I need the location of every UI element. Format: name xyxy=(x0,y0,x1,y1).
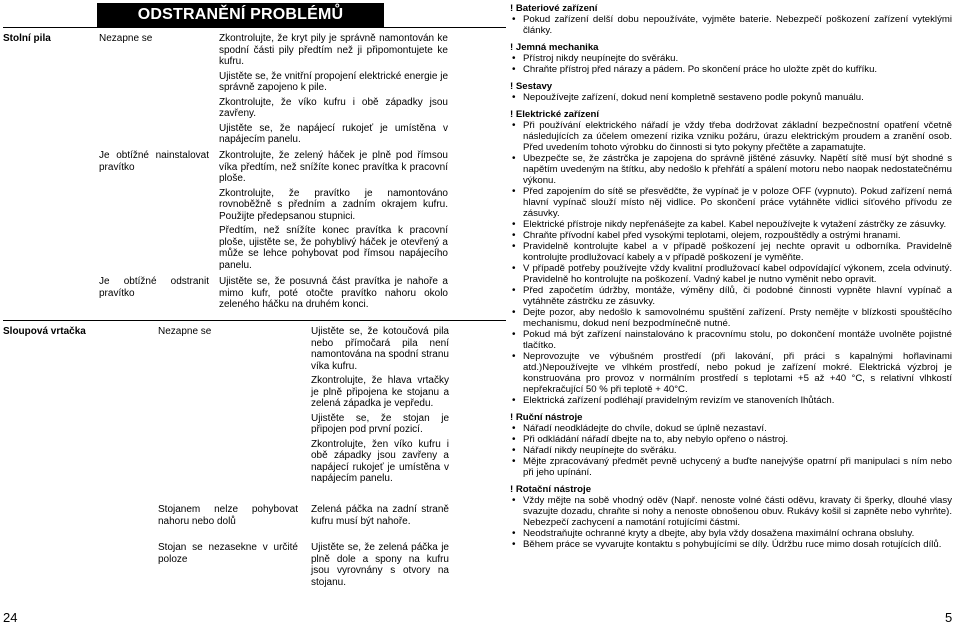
solution-cell xyxy=(311,504,449,530)
bullet-list xyxy=(510,14,952,36)
solution-text: Ujistěte se, že stojan je připojen pod první pozicí. xyxy=(311,412,449,435)
bullet-list xyxy=(510,92,952,103)
solution-text: Ujistěte se, že posuvná část pravítka je nahoře a mimo kufr, poté otočte pravítko nahoru okolo zeleného háčku na druhém konci. xyxy=(219,276,448,310)
list-item: • Chraňte přívodní kabel před vysokými teplotami, olejem, rozpouštědly a ostrými hranami. xyxy=(510,230,952,241)
list-item: • Elektrické přístroje nikdy nepřenášejte za kabel. Kabel nepoužívejte k vytažení zástrčky ze zásuvky. xyxy=(510,219,952,230)
list-item: • Vždy mějte na sobě vhodný oděv (Např. nenoste volné části oděvu, kravaty či šperky, dlouhé vlasy svazujte dozadu, chraňte si nohy a nenoste obnošenou obuv. Rukávy košil si zapněte nebo vyhrňte). Nebezpečí zachycení a namotání rotujícími částmi. xyxy=(510,495,952,528)
solution-text: Zkontrolujte, že víko kufru i obě západky jsou zavřeny. xyxy=(219,96,448,119)
solution-text: Zkontrolujte, žen víko kufru i obě západky jsou zavřeny a napájecí rukojeť je umístěna v napájecím panelu. xyxy=(311,438,449,484)
list-item: • Před zapojením do sítě se přesvědčte, že vypínač je v poloze OFF (vypnuto). Pokud zařízení nemá hlavní vypínač slouží místo něj vidlice. Po skončení práce vytáhněte vidlici síťového přívodu ze zásuvky. xyxy=(510,186,952,219)
page-title: ODSTRANĚNÍ PROBLÉMŮ xyxy=(97,3,384,27)
problem-label: Je obtížné odstranit pravítko xyxy=(99,276,209,299)
bullet-list xyxy=(510,120,952,406)
list-item: • Nářadí nikdy neupínejte do svěráku. xyxy=(510,445,952,456)
list-item: • Nářadí neodkládejte do chvíle, dokud se úplně nezastaví. xyxy=(510,423,952,434)
list-item: • Chraňte přístroj před nárazy a pádem. Po skončení práce ho uložte zpět do kufříku. xyxy=(510,64,952,75)
section-divider xyxy=(3,320,506,321)
bullet-list xyxy=(510,423,952,478)
section-rotary-tools xyxy=(510,484,952,550)
problem-label: Stojan se nezasekne v určité poloze xyxy=(158,542,298,565)
page-number-left: 24 xyxy=(3,610,18,625)
problem-label: Nezapne se xyxy=(99,33,153,44)
tool-name-drill: Sloupová vrtačka xyxy=(3,326,86,337)
list-item: • Elektrická zařízení podléhají pravidelným revizím ve stanoveních lhůtách. xyxy=(510,395,952,406)
section-electrical xyxy=(510,109,952,406)
solution-cell xyxy=(219,276,448,314)
bullet-list xyxy=(510,495,952,550)
page-number-right: 5 xyxy=(945,610,953,625)
section-fine-mechanics xyxy=(510,42,952,75)
problem-label: Stojanem nelze pohybovat nahoru nebo dolů xyxy=(158,504,298,527)
list-item: • Ubezpečte se, že zástrčka je zapojena do správně jištěné zásuvky. Napětí sítě musí být shodné s napětím uvedeným na štítku, aby nedošlo k přehřátí a spálení motoru nebo naopak nedostatečnému výkonu. xyxy=(510,153,952,186)
safety-instructions xyxy=(510,3,952,556)
list-item: • Nepoužívejte zařízení, dokud není kompletně sestaveno podle pokynů manuálu. xyxy=(510,92,952,103)
list-item: • Pravidelně kontrolujte kabel a v případě poškození jej nechte opravit u odborníka. Pravidelně kontrolujte prodlužovací kabely a v případě poškození je vyměňte. xyxy=(510,241,952,263)
section-battery xyxy=(510,3,952,36)
solution-text: Zkontrolujte, že kryt pily je správně namontován ke spodní části pily předtím než ji připomontujete ke kufru. xyxy=(219,33,448,67)
section-hand-tools xyxy=(510,412,952,478)
list-item: • V případě potřeby používejte vždy kvalitní prodlužovací kabel odpovídající výkonem, zcela odvinutý. Pravidelně ho kontrolujte na poškození. Vadný kabel je nutno vyměnit nebo opravit. xyxy=(510,263,952,285)
section-heading: ! Sestavy xyxy=(510,81,553,92)
list-item: • Při odkládání nářadí dbejte na to, aby nebylo opřeno o nástroj. xyxy=(510,434,952,445)
bullet-list xyxy=(510,53,952,75)
solution-cell xyxy=(311,326,449,488)
table-top-rule xyxy=(3,27,506,28)
solution-text: Zkontrolujte, že pravítko je namontováno rovnoběžně s předním a zadním okrajem kufru. Použijte předepsanou stupnici. xyxy=(219,187,448,222)
list-item: • Neodstraňujte ochranné kryty a dbejte, aby byla vždy dosažena maximální ochrana obsluhy. xyxy=(510,528,952,539)
solution-text: Ujistěte se, že zelená páčka je plně dole a spony na kufru jsou vyrovnány s otvory na stojanu. xyxy=(311,542,449,588)
solution-text: Zkontrolujte, že hlava vrtačky je plně připojena ke stojanu a zelená západka je vepředu. xyxy=(311,375,449,409)
section-heading: ! Elektrické zařízení xyxy=(510,109,600,120)
section-heading: ! Jemná mechanika xyxy=(510,42,599,53)
list-item: • Před započetím údržby, montáže, výměny dílů, či podobné činnosti vypněte hlavní vypínač a vytáhněte zástrčku ze zásuvky. xyxy=(510,285,952,307)
section-heading: ! Bateriové zařízení xyxy=(510,3,598,14)
list-item: • Pokud má být zařízení nainstalováno k pracovnímu stolu, po dokončení montáže uvolněte pojistné tlačítko. xyxy=(510,329,952,351)
solution-text: Ujistěte se, že napájecí rukojeť je umístěna v napájecím panelu. xyxy=(219,122,448,145)
list-item: • Pokud zařízení delší dobu nepoužíváte, vyjměte baterie. Nebezpečí poškození zařízení vyteklými články. xyxy=(510,14,952,36)
solution-text: Předtím, než snížíte konec pravítka k pracovní ploše, ujistěte se, že pohyblivý háček je otevřený a může se lehce pohybovat pod římsou napájecího panelu. xyxy=(219,225,448,271)
tool-name-table-saw: Stolní pila xyxy=(3,33,51,44)
list-item: • Přístroj nikdy neupínejte do svěráku. xyxy=(510,53,952,64)
list-item: • Dejte pozor, aby nedošlo k samovolnému spuštění zařízení. Prsty nemějte v blízkosti spouštěcího mechanismu, dokud není bezpodmínečně nutné. xyxy=(510,307,952,329)
problem-label: Je obtížné nainstalovat pravítko xyxy=(99,150,209,173)
solution-cell xyxy=(219,150,448,274)
list-item: • Mějte zpracovávaný předmět pevně uchycený a buďte nanejvýše opatrní při manipulaci s ním nebo při jeho upínání. xyxy=(510,456,952,478)
list-item: • Při používání elektrického nářadí je vždy třeba dodržovat základní bezpečnostní opatření včetně následujících za účelem omezení rizika vzniku požáru, úrazu elektrickým proudem a zranění osob. Před uvedením tohoto výrobku do činnosti si tyto pokyny přečtěte a zapamatujte. xyxy=(510,120,952,153)
list-item: • Během práce se vyvarujte kontaktu s pohybujícími se díly. Údržbu ruce mimo dosah rotujících dílů. xyxy=(510,539,952,550)
solution-text: Ujistěte se, že kotoučová pila nebo přímočará pila není namontována na spodní stranu víka kufru. xyxy=(311,326,449,372)
section-assemblies xyxy=(510,81,952,103)
section-heading: ! Rotační nástroje xyxy=(510,484,592,495)
solution-text: Zkontrolujte, že zelený háček je plně pod římsou víka předtím, než snížíte konec pravítka k pracovní ploše. xyxy=(219,150,448,184)
solution-cell xyxy=(311,542,449,591)
section-heading: ! Ruční nástroje xyxy=(510,412,583,423)
solution-cell xyxy=(219,33,448,149)
solution-text: Zelená páčka na zadní straně kufru musí být nahoře. xyxy=(311,504,449,527)
problem-label: Nezapne se xyxy=(158,326,212,337)
list-item: • Neprovozujte ve výbušném prostředí (při lakování, při práci s kapalnými hořlavinami atd.)Nepoužívejte ve vlhkém prostředí, nebo pokud je zařízení mokré. Elektrická výzbroj je konstruována pro provoz v normálním prostředí s teplotami +5 až +40 °C, s relativní vlhkostí nepřekračující 50 % při teplotě + 40°C. xyxy=(510,351,952,395)
solution-text: Ujistěte se, že vnitřní propojení elektrické energie je správně zapojeno k pile. xyxy=(219,70,449,93)
